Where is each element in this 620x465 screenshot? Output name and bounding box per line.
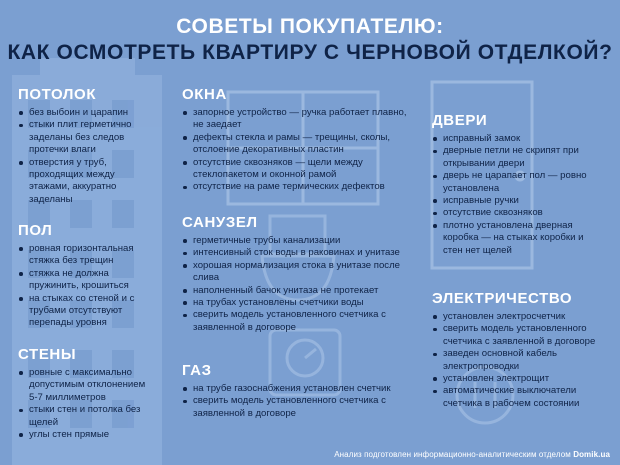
item-list — [18, 367, 146, 441]
list-item: на стыках со стеной и с трубами отсутствуют перепады уровня — [18, 293, 146, 330]
title-line-2: КАК ОСМОТРЕТЬ КВАРТИРУ С ЧЕРНОВОЙ ОТДЕЛКОЙ? — [7, 41, 613, 64]
list-item: дефекты стекла и рамы — трещины, сколы, отслоение декоративных пластин — [182, 132, 408, 157]
section-title: ЭЛЕКТРИЧЕСТВО — [432, 290, 573, 307]
brand-link[interactable]: Domik.ua — [573, 450, 610, 459]
item-list — [18, 107, 146, 206]
section-doors — [432, 112, 604, 257]
list-item: стяжка не должна пружинить, крошиться — [18, 268, 146, 293]
list-item: автоматические выключатели счетчика в рабочем состоянии — [432, 385, 604, 410]
section-bathroom — [182, 214, 408, 334]
item-list — [432, 133, 604, 257]
section-floor — [18, 222, 146, 330]
item-list — [432, 311, 604, 410]
list-item: ровная горизонтальная стяжка без трещин — [18, 243, 146, 268]
list-item: сверить модель установленного счетчика с заявленной в договоре — [432, 323, 604, 348]
section-walls — [18, 346, 146, 441]
list-item: исправные ручки — [432, 195, 604, 207]
list-item: дверь не царапает пол — ровно установлена — [432, 170, 604, 195]
title-line-1: СОВЕТЫ ПОКУПАТЕЛЮ: — [176, 15, 444, 38]
credit-text: Анализ подготовлен информационно-аналитическим отделом — [334, 450, 571, 459]
list-item: на трубе газоснабжения установлен счетчик — [182, 383, 408, 395]
list-item: заведен основной кабель электропроводки — [432, 348, 604, 373]
list-item: сверить модель установленного счетчика с заявленной в договоре — [182, 309, 408, 334]
list-item: установлен электросчетчик — [432, 311, 604, 323]
section-title: ПОЛ — [18, 222, 53, 239]
section-ceiling — [18, 86, 146, 206]
list-item: отсутствие сквозняков — щели между стеклопакетом и оконной рамой — [182, 157, 408, 182]
list-item: на трубах установлены счетчики воды — [182, 297, 408, 309]
credit-line — [334, 450, 610, 459]
section-gas — [182, 362, 408, 420]
list-item: плотно установлена дверная коробка — на стыках коробки и стен нет щелей — [432, 220, 604, 257]
section-title: ПОТОЛОК — [18, 86, 97, 103]
list-item: наполненный бачок унитаза не протекает — [182, 285, 408, 297]
section-title: ГАЗ — [182, 362, 212, 379]
list-item: исправный замок — [432, 133, 604, 145]
list-item: отсутствие сквозняков — [432, 207, 604, 219]
item-list — [18, 243, 146, 330]
list-item: стыки плит герметично заделаны без следов протечки влаги — [18, 119, 146, 156]
list-item: стыки стен и потолка без щелей — [18, 404, 146, 429]
list-item: отсутствие на раме термических дефектов — [182, 181, 408, 193]
list-item: запорное устройство — ручка работает плавно, не заедает — [182, 107, 408, 132]
section-electricity — [432, 290, 604, 410]
list-item: отверстия у труб, проходящих между этажами, аккуратно заделаны — [18, 157, 146, 207]
section-windows — [182, 86, 408, 194]
item-list — [182, 383, 408, 420]
list-item: герметичные трубы канализации — [182, 235, 408, 247]
item-list — [182, 107, 408, 194]
list-item: дверные петли не скрипят при открывании двери — [432, 145, 604, 170]
page-title — [0, 14, 620, 66]
list-item: хорошая нормализация стока в унитазе после слива — [182, 260, 408, 285]
section-title: САНУЗЕЛ — [182, 214, 258, 231]
list-item: ровные с максимально допустимым отклонением 5-7 миллиметров — [18, 367, 146, 404]
item-list — [182, 235, 408, 334]
section-title: ОКНА — [182, 86, 227, 103]
list-item: углы стен прямые — [18, 429, 146, 441]
section-title: ДВЕРИ — [432, 112, 488, 129]
list-item: интенсивный сток воды в раковинах и унитазе — [182, 247, 408, 259]
list-item: установлен электрощит — [432, 373, 604, 385]
section-title: СТЕНЫ — [18, 346, 77, 363]
list-item: без выбоин и царапин — [18, 107, 146, 119]
list-item: сверить модель установленного счетчика с заявленной в договоре — [182, 395, 408, 420]
